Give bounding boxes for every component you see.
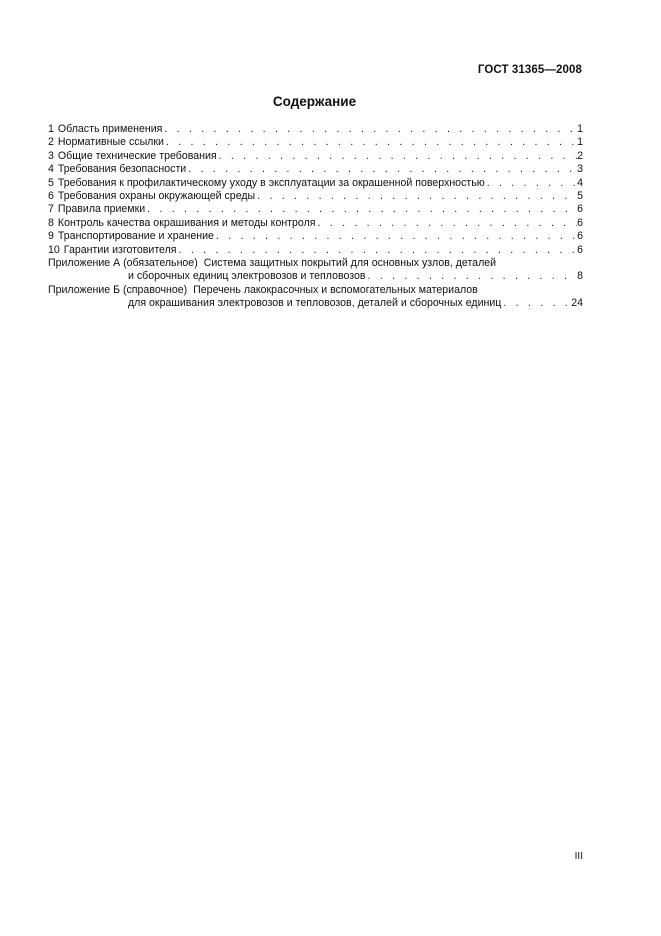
toc-item-label: Транспортирование и хранение bbox=[57, 230, 214, 243]
toc-annex-a[interactable] bbox=[48, 257, 583, 284]
toc-dot-leader bbox=[162, 123, 577, 136]
toc-item-page: 24 bbox=[571, 297, 583, 310]
toc-item[interactable] bbox=[48, 190, 583, 203]
toc-item-number: 10 bbox=[48, 243, 60, 256]
toc-dot-leader bbox=[366, 270, 578, 283]
annex-label: Приложение А (обязательное) bbox=[48, 256, 198, 269]
toc-item-label: Контроль качества окрашивания и методы контроля bbox=[57, 216, 316, 229]
toc-title: Содержание bbox=[272, 94, 357, 109]
toc-item-page: 1 bbox=[577, 123, 583, 135]
toc-item-number: 8 bbox=[48, 216, 54, 229]
toc-item-label: Требования безопасности bbox=[57, 163, 187, 176]
toc-annex-b[interactable] bbox=[48, 284, 583, 311]
doc-code: ГОСТ 31365—2008 bbox=[477, 64, 582, 76]
toc-dot-leader bbox=[186, 163, 577, 176]
annex-description: Система защитных покрытий для основных узлов, деталей bbox=[203, 256, 497, 269]
toc-item[interactable] bbox=[48, 150, 583, 163]
toc-item[interactable] bbox=[48, 244, 583, 257]
toc-item-label: Требования охраны окружающей среды bbox=[57, 189, 256, 202]
toc-item-page: 6 bbox=[577, 243, 583, 256]
toc-item-page: 8 bbox=[577, 270, 583, 283]
annex-label: Приложение Б (справочное) bbox=[48, 283, 188, 296]
toc-item-page: 5 bbox=[577, 189, 583, 202]
toc-item-label: Требования к профилактическому уходу в эксплуатации за окрашенной поверхностью bbox=[57, 176, 485, 189]
toc-item-page: 3 bbox=[577, 163, 583, 176]
toc-item-number: 7 bbox=[48, 203, 54, 216]
toc-item-number: 4 bbox=[48, 163, 54, 176]
toc-item-number: 6 bbox=[48, 189, 54, 202]
toc-dot-leader bbox=[501, 297, 571, 310]
toc-item-page: 2 bbox=[577, 149, 583, 162]
toc-dot-leader bbox=[214, 230, 577, 243]
toc-item-label: Гарантии изготовителя bbox=[63, 243, 177, 256]
toc-item-label: Общие технические требования bbox=[57, 149, 217, 162]
toc-item[interactable] bbox=[48, 203, 583, 216]
toc-item-page: 6 bbox=[577, 230, 583, 243]
annex-description: Перечень лакокрасочных и вспомогательных материалов bbox=[193, 283, 478, 296]
toc-item-page: 6 bbox=[577, 216, 583, 229]
toc-item-label: Область применения bbox=[57, 123, 163, 135]
table-of-contents bbox=[48, 123, 583, 310]
annex-description-continued: и сборочных единиц электровозов и тепловозов bbox=[128, 270, 366, 283]
toc-item[interactable] bbox=[48, 217, 583, 230]
toc-dot-leader bbox=[485, 177, 577, 190]
toc-item[interactable] bbox=[48, 177, 583, 190]
toc-item-number: 2 bbox=[48, 136, 54, 149]
toc-dot-leader bbox=[255, 190, 577, 203]
toc-item-number: 3 bbox=[48, 149, 54, 162]
toc-item[interactable] bbox=[48, 136, 583, 149]
toc-item-number: 9 bbox=[48, 230, 54, 243]
toc-item[interactable] bbox=[48, 163, 583, 176]
toc-item-label: Правила приемки bbox=[57, 203, 146, 216]
toc-item-page: 6 bbox=[577, 203, 583, 216]
toc-dot-leader bbox=[217, 150, 577, 163]
toc-dot-leader bbox=[164, 136, 577, 149]
toc-dot-leader bbox=[145, 203, 577, 216]
page-number: III bbox=[574, 851, 583, 862]
toc-item-page: 1 bbox=[577, 136, 583, 149]
toc-item[interactable] bbox=[48, 230, 583, 243]
toc-dot-leader bbox=[316, 217, 578, 230]
toc-item-number: 1 bbox=[48, 123, 54, 135]
toc-item[interactable] bbox=[48, 123, 583, 136]
toc-item-page: 4 bbox=[577, 176, 583, 189]
toc-item-number: 5 bbox=[48, 176, 54, 189]
toc-item-label: Нормативные ссылки bbox=[57, 136, 164, 149]
annex-description-continued: для окрашивания электровозов и тепловозов, деталей и сборочных единиц bbox=[128, 297, 502, 310]
toc-dot-leader bbox=[177, 244, 578, 257]
